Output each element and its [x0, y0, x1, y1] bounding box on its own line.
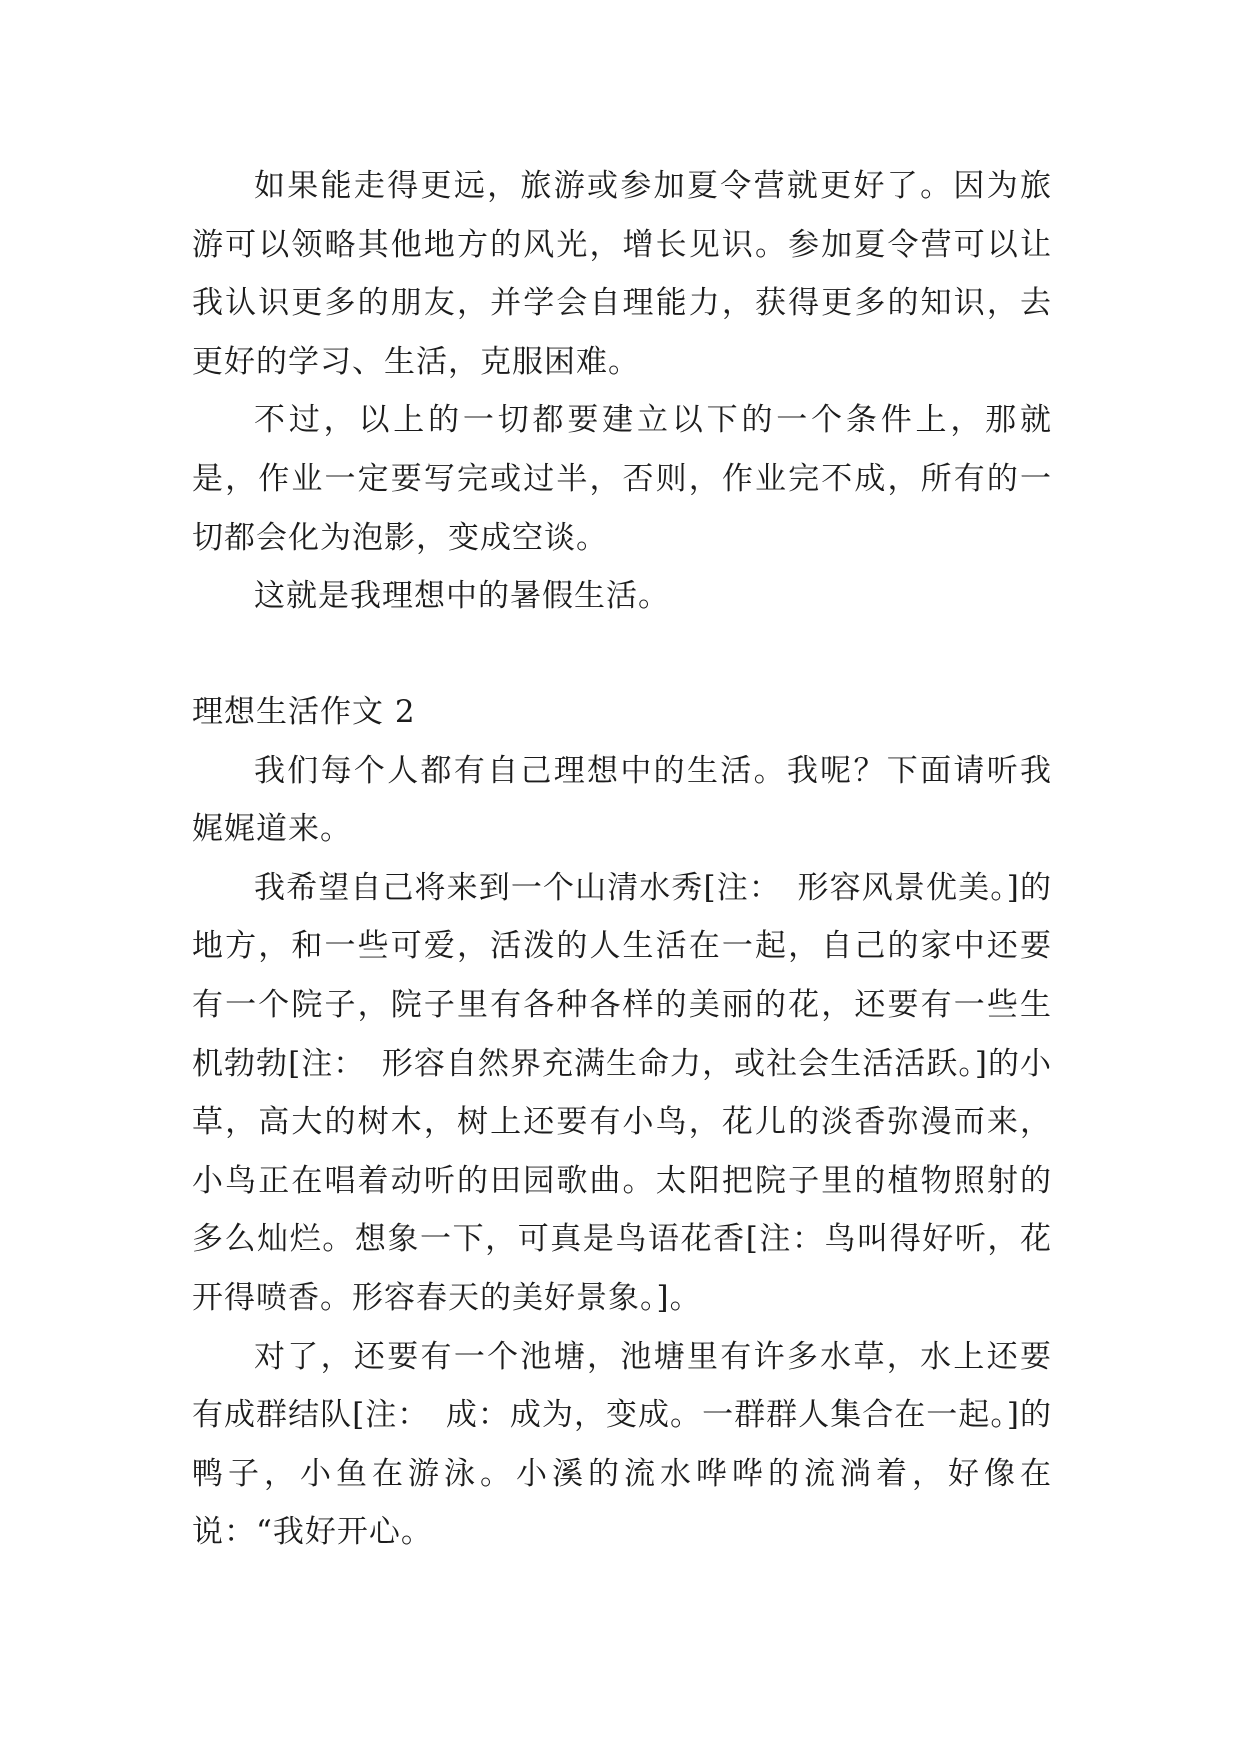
essay-body-top	[192, 157, 1052, 626]
paragraph-garden: 我希望自己将来到一个山清水秀[注： 形容风景优美。]的地方，和一些可爱，活泼的人生活在一起，自己的家中还要有一个院子，院子里有各种各样的美丽的花，还要有一些生机勃勃[注： 形容自然界充满生命力，或社会生活活跃。]的小草，高大的树木，树上还要有小鸟，花儿的淡香弥漫而来，小鸟正在唱着动听的田园歌曲。太阳把院子里的植物照射的多么灿烂。想象一下，可真是鸟语花香[注：鸟叫得好听，花开得喷香。形容春天的美好景象。]。	[192, 869, 1052, 1316]
paragraph-homework-condition: 不过，以上的一切都要建立以下的一个条件上，那就是，作业一定要写完或过半，否则，作业完不成，所有的一切都会化为泡影，变成空谈。	[192, 402, 1052, 556]
paragraph-intro: 我们每个人都有自己理想中的生活。我呢？下面请听我娓娓道来。	[192, 752, 1052, 848]
paragraph-pond: 对了，还要有一个池塘，池塘里有许多水草，水上还要有成群结队[注： 成：成为，变成。一群群人集合在一起。]的鸭子，小鱼在游泳。小溪的流水哗哗的流淌着，好像在说：“我好开心。	[192, 1338, 1052, 1551]
paragraph-summer-conclusion: 这就是我理想中的暑假生活。	[254, 578, 670, 615]
essay-body-bottom	[192, 683, 1052, 1562]
paragraph-travel: 如果能走得更远，旅游或参加夏令营就更好了。因为旅游可以领略其他地方的风光，增长见识。参加夏令营可以让我认识更多的朋友，并学会自理能力，获得更多的知识，去更好的学习、生活，克服困难。	[192, 168, 1052, 380]
section-title: 理想生活作文 2	[192, 694, 416, 730]
